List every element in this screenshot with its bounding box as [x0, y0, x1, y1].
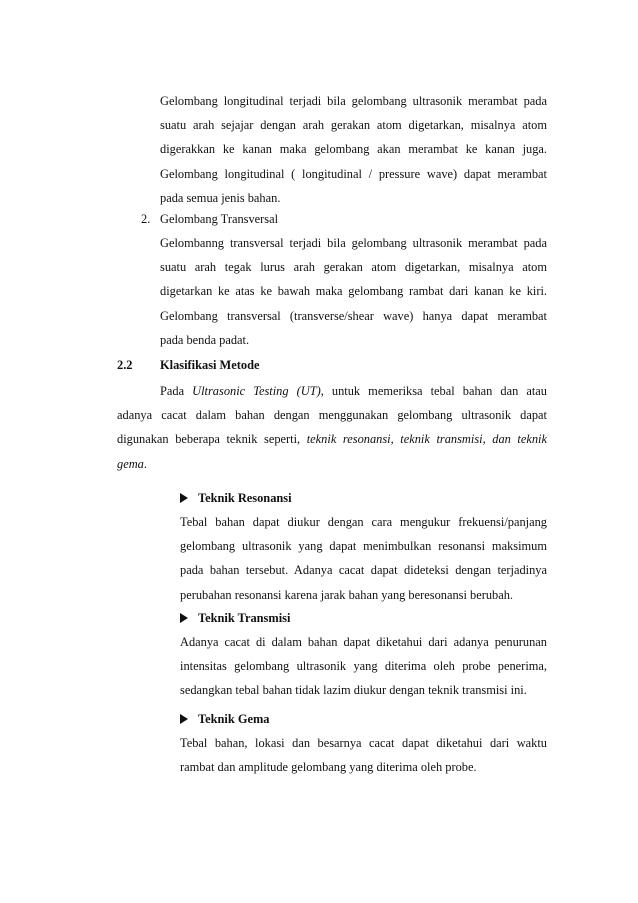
paragraph-line: Adanya cacat di dalam bahan dapat diketahui dari adanya penurunan — [180, 635, 547, 649]
technique-paragraph — [180, 630, 547, 703]
technique-title: Teknik Resonansi — [198, 491, 292, 505]
arrow-bullet-icon — [180, 606, 198, 630]
text-segment: Pada — [160, 384, 193, 398]
arrow-bullet-icon — [180, 486, 198, 510]
paragraph-line: Gelombang longitudinal terjadi bila gelombang ultrasonik merambat pada — [160, 94, 547, 108]
technique-paragraph — [180, 731, 547, 779]
paragraph-line: Gelombang transversal (transverse/shear wave) hanya dapat merambat — [160, 308, 547, 323]
section-title: Klasifikasi Metode — [160, 358, 260, 372]
paragraph-line: suatu arah sejajar dengan arah gerakan atom digetarkan, misalnya atom — [160, 118, 547, 133]
paragraph-line: adanya cacat dalam bahan dengan menggunakan gelombang ultrasonik dapat — [117, 408, 547, 423]
paragraph-line: digetarkan ke atas ke bawah maka gelombang rambat dari kanan ke kiri. — [160, 284, 547, 299]
technique-heading — [180, 707, 270, 731]
paragraph-line — [117, 452, 547, 476]
paragraph-line: rambat dan amplitude gelombang yang diterima oleh probe. — [180, 760, 477, 775]
paragraph-line — [117, 427, 547, 451]
list-item-number: 2. — [141, 212, 151, 226]
paragraph-line: intensitas gelombang ultrasonik yang diterima oleh probe penerima, — [180, 659, 547, 674]
paragraph-line: pada bahan tersebut. Adanya cacat dapat dideteksi dengan terjadinya — [180, 563, 547, 578]
arrow-bullet-icon — [180, 707, 198, 731]
section-number: 2.2 — [117, 358, 133, 372]
technique-title: Teknik Transmisi — [198, 611, 291, 625]
paragraph-line: pada semua jenis bahan. — [160, 190, 281, 205]
text-segment: , untuk memeriksa tebal bahan dan atau — [320, 384, 547, 398]
technique-heading — [180, 606, 290, 630]
italic-term: teknik resonansi, teknik transmisi, dan teknik — [306, 432, 547, 447]
paragraph-line: gelombang ultrasonik yang dapat menimbulkan resonansi maksimum — [180, 539, 547, 554]
text-segment: . — [143, 456, 147, 471]
paragraph-line: pada benda padat. — [160, 332, 250, 347]
paragraph-line: Tebal bahan, lokasi dan besarnya cacat dapat diketahui dari waktu — [180, 736, 547, 750]
paragraph-line: Tebal bahan dapat diukur dengan cara mengukur frekuensi/panjang — [180, 515, 547, 529]
italic-term: Ultrasonic Testing (UT) — [192, 384, 321, 398]
paragraph-line: Gelombanng transversal terjadi bila gelombang ultrasonik merambat pada — [160, 236, 547, 250]
technique-title: Teknik Gema — [198, 712, 270, 726]
classification-paragraph — [117, 379, 547, 476]
paragraph-line: perubahan resonansi karena jarak bahan yang beresonansi berubah. — [180, 587, 514, 602]
paragraph-line: sedangkan tebal bahan tidak lazim diukur dengan teknik transmisi ini. — [180, 683, 527, 698]
italic-term: gema — [117, 456, 144, 471]
technique-heading — [180, 486, 292, 510]
paragraph-line: suatu arah tegak lurus arah gerakan atom digetarkan, misalnya atom — [160, 260, 547, 275]
technique-paragraph — [180, 510, 547, 607]
text-segment: digunakan beberapa teknik seperti, — [117, 432, 307, 447]
longitudinal-paragraph — [160, 89, 547, 210]
paragraph-line: digerakkan ke kanan maka gelombang akan merambat ke kanan juga. — [160, 142, 547, 157]
paragraph-line — [117, 379, 547, 403]
list-item-title: Gelombang Transversal — [160, 212, 279, 226]
transversal-paragraph — [160, 231, 547, 352]
paragraph-line: Gelombang longitudinal ( longitudinal / pressure wave) dapat merambat — [160, 166, 547, 181]
